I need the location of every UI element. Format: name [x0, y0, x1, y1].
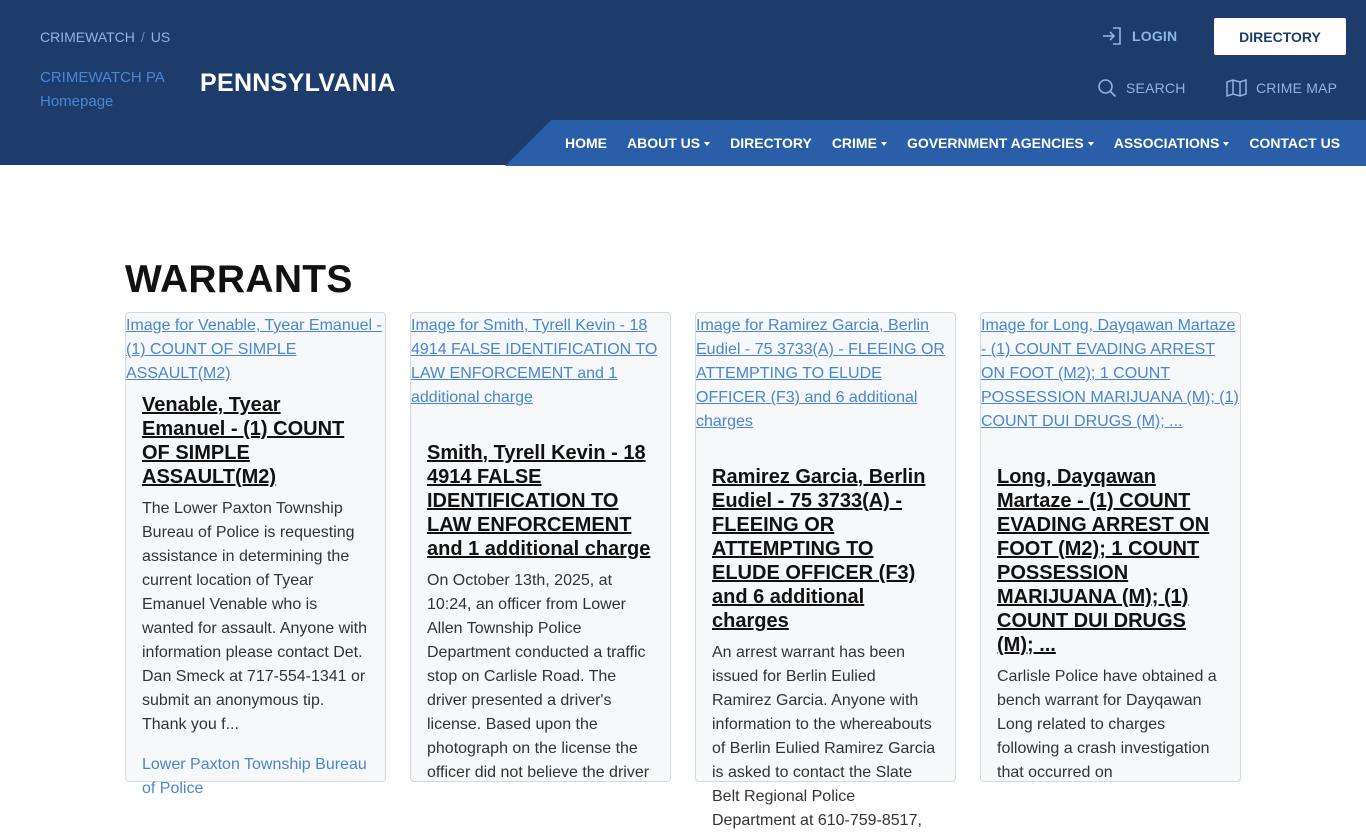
nav-associations-label: ASSOCIATIONS — [1113, 135, 1220, 151]
dropdown-caret-icon — [1223, 142, 1229, 146]
warrant-description: Carlisle Police have obtained a bench warrant for Dayqawan Long related to charges following a crash investigation that occurred on — [997, 668, 1217, 781]
nav-associations[interactable] — [1114, 135, 1230, 151]
warrant-image-link[interactable]: Image for Venable, Tyear Emanuel - (1) COUNT OF SIMPLE ASSAULT(M2) — [126, 317, 382, 382]
search-link[interactable] — [1097, 78, 1186, 98]
warrant-title-link[interactable]: Long, Dayqawan Martaze - (1) COUNT EVADING ARREST ON FOOT (M2); 1 COUNT POSSESSION MARIJUANA (M); (1) COUNT DUI DRUGS (M); ... — [997, 466, 1210, 656]
warrant-card — [980, 312, 1241, 782]
warrant-title-link[interactable]: Ramirez Garcia, Berlin Eudiel - 75 3733(A) - FLEEING OR ATTEMPTING TO ELUDE OFFICER (F3) and 6 additional charges — [712, 466, 926, 632]
warrant-image-link[interactable]: Image for Long, Dayqawan Martaze - (1) COUNT EVADING ARREST ON FOOT (M2); 1 COUNT POSSESSION MARIJUANA (M); (1) COUNT DUI DRUGS (M); ... — [981, 317, 1239, 430]
warrant-image-link[interactable]: Image for Smith, Tyrell Kevin - 18 4914 FALSE IDENTIFICATION TO LAW ENFORCEMENT and 1 additional charge — [411, 317, 658, 406]
nav-home[interactable] — [565, 135, 607, 151]
page-title: WARRANTS — [125, 258, 353, 301]
search-label: SEARCH — [1126, 80, 1186, 96]
crime-map-link[interactable] — [1226, 78, 1337, 98]
warrant-card — [695, 312, 956, 829]
breadcrumb-us-link[interactable]: US — [150, 29, 171, 45]
breadcrumb-crimewatch-link[interactable]: CRIMEWATCH — [40, 29, 135, 45]
warrant-description: The Lower Paxton Township Bureau of Police is requesting assistance in determining the current location of Tyear Emanuel Venable who is wanted for assault. Anyone with information please contact Det. Dan Smeck at 717-554-1341 or submit an anonymous tip. Thank you f... — [142, 500, 368, 733]
nav-about-us-label: ABOUT US — [627, 135, 701, 151]
warrant-description: An arrest warrant has been issued for Berlin Eulied Ramirez Garcia. Anyone with information to the whereabouts of Berlin Eulied Ramirez Garcia is asked to contact the Slate Belt Regional Police Department at 610-759-8517, — [712, 644, 936, 829]
nav-directory-label: DIRECTORY — [730, 135, 812, 151]
nav-government-agencies-label: GOVERNMENT AGENCIES — [906, 135, 1084, 151]
breadcrumb-separator: / — [140, 29, 145, 45]
warrant-card — [410, 312, 671, 782]
site-title[interactable]: PENNSYLVANIA — [200, 69, 396, 97]
crime-map-label: CRIME MAP — [1256, 80, 1338, 96]
warrant-image-link[interactable]: Image for Ramirez Garcia, Berlin Eudiel - 75 3733(A) - FLEEING OR ATTEMPTING TO ELUDE OFFICER (F3) and 6 additional charges — [696, 317, 945, 430]
login-label: LOGIN — [1132, 28, 1178, 44]
nav-crime-label: CRIME — [831, 135, 877, 151]
dropdown-caret-icon — [704, 142, 710, 146]
nav-contact-us[interactable] — [1249, 135, 1340, 151]
login-icon — [1102, 26, 1123, 46]
nav-home-label: HOME — [565, 135, 607, 151]
map-icon — [1226, 78, 1247, 98]
login-link[interactable] — [1102, 26, 1177, 46]
warrant-card — [125, 312, 386, 797]
dropdown-caret-icon — [881, 142, 887, 146]
nav-government-agencies[interactable] — [907, 135, 1094, 151]
nav-directory[interactable] — [730, 135, 812, 151]
warrant-title-link[interactable]: Venable, Tyear Emanuel - (1) COUNT OF SIMPLE ASSAULT(M2) — [142, 394, 345, 488]
directory-button[interactable]: DIRECTORY — [1214, 18, 1346, 55]
main-nav — [565, 120, 1360, 166]
search-icon — [1097, 78, 1117, 98]
breadcrumb — [40, 29, 170, 45]
agency-link[interactable]: Lower Paxton Township Bureau of Police — [142, 756, 367, 797]
logo-link[interactable]: CRIMEWATCH PA Homepage — [40, 69, 164, 110]
warrant-title-link[interactable]: Smith, Tyrell Kevin - 18 4914 FALSE IDENTIFICATION TO LAW ENFORCEMENT and 1 additional charge — [427, 442, 651, 560]
nav-contact-us-label: CONTACT US — [1249, 135, 1341, 151]
nav-crime[interactable] — [832, 135, 887, 151]
nav-about-us[interactable] — [627, 135, 710, 151]
dropdown-caret-icon — [1088, 142, 1094, 146]
warrant-description: On October 13th, 2025, at 10:24, an officer from Lower Allen Township Police Department conducted a traffic stop on Carlisle Road. The driver presented a driver's license. Based upon the photograph on the license the officer did not believe the driver — [427, 572, 650, 781]
